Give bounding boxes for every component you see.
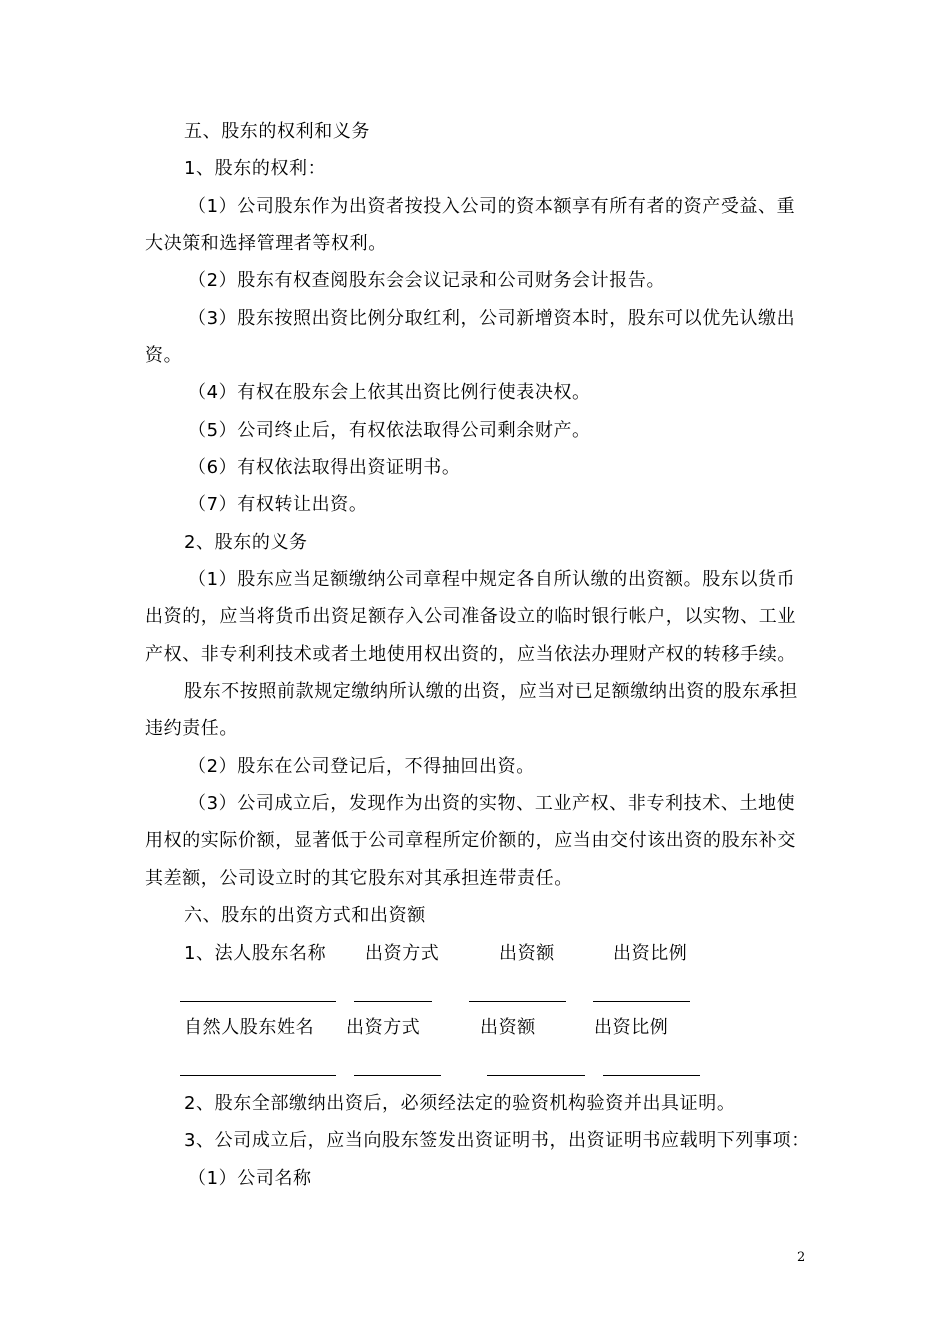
right-3-line-2: 资。 — [145, 345, 183, 366]
corporate-name-label: 1、法人股东名称 — [184, 943, 327, 964]
section5-heading: 五、股东的权利和义务 — [184, 121, 370, 142]
corporate-amount-label: 出资额 — [499, 943, 555, 964]
right-7: （7）有权转让出资。 — [188, 494, 368, 515]
page-number: 2 — [797, 1250, 806, 1265]
right-3-line-1: （3）股东按照出资比例分取红利，公司新增资本时，股东可以优先认缴出 — [188, 308, 796, 329]
right-1-line-2: 大决策和选择管理者等权利。 — [145, 233, 387, 254]
duty-1-line-1: （1）股东应当足额缴纳公司章程中规定各自所认缴的出资额。股东以货币 — [188, 569, 796, 590]
right-1-line-1: （1）公司股东作为出资者按投入公司的资本额享有所有者的资产受益、重 — [188, 196, 796, 217]
section6-heading: 六、股东的出资方式和出资额 — [184, 905, 426, 926]
duties-heading: 2、股东的义务 — [184, 532, 308, 553]
corporate-name-blank[interactable] — [180, 1001, 336, 1002]
right-5: （5）公司终止后，有权依法取得公司剩余财产。 — [188, 420, 591, 441]
duty-1-line-2: 出资的，应当将货币出资足额存入公司准备设立的临时银行帐户，以实物、工业 — [145, 606, 796, 627]
natural-ratio-blank[interactable] — [603, 1075, 700, 1076]
duty-1-line-3: 产权、非专利利技术或者土地使用权出资的，应当依法办理财产权的转移手续。 — [145, 644, 796, 665]
item-2: 2、股东全部缴纳出资后，必须经法定的验资机构验资并出具证明。 — [184, 1093, 736, 1114]
natural-method-blank[interactable] — [354, 1075, 441, 1076]
rights-heading: 1、股东的权利： — [184, 158, 327, 179]
natural-name-label: 自然人股东姓名 — [184, 1017, 315, 1038]
natural-amount-blank[interactable] — [487, 1075, 585, 1076]
right-4: （4）有权在股东会上依其出资比例行使表决权。 — [188, 382, 591, 403]
corporate-method-label: 出资方式 — [365, 943, 440, 964]
right-6: （6）有权依法取得出资证明书。 — [188, 457, 461, 478]
item-3: 3、公司成立后，应当向股东签发出资证明书，出资证明书应载明下列事项： — [184, 1130, 810, 1151]
corporate-ratio-blank[interactable] — [593, 1001, 690, 1002]
duty-3-line-3: 其差额，公司设立时的其它股东对其承担连带责任。 — [145, 868, 573, 889]
right-2: （2）股东有权查阅股东会会议记录和公司财务会计报告。 — [188, 270, 666, 291]
duty-3-line-1: （3）公司成立后，发现作为出资的实物、工业产权、非专利技术、土地使 — [188, 793, 796, 814]
duty-3-line-2: 用权的实际价额，显著低于公司章程所定价额的，应当由交付该出资的股东补交 — [145, 830, 796, 851]
corporate-ratio-label: 出资比例 — [613, 943, 688, 964]
duty-1-para2-line-1: 股东不按照前款规定缴纳所认缴的出资，应当对已足额缴纳出资的股东承担 — [184, 681, 798, 702]
item-3-1: （1）公司名称 — [188, 1168, 312, 1189]
natural-method-label: 出资方式 — [346, 1017, 421, 1038]
corporate-method-blank[interactable] — [354, 1001, 432, 1002]
natural-amount-label: 出资额 — [480, 1017, 536, 1038]
duty-1-para2-line-2: 违约责任。 — [145, 718, 238, 739]
natural-name-blank[interactable] — [180, 1075, 336, 1076]
corporate-amount-blank[interactable] — [469, 1001, 566, 1002]
natural-ratio-label: 出资比例 — [594, 1017, 669, 1038]
duty-2: （2）股东在公司登记后，不得抽回出资。 — [188, 756, 535, 777]
